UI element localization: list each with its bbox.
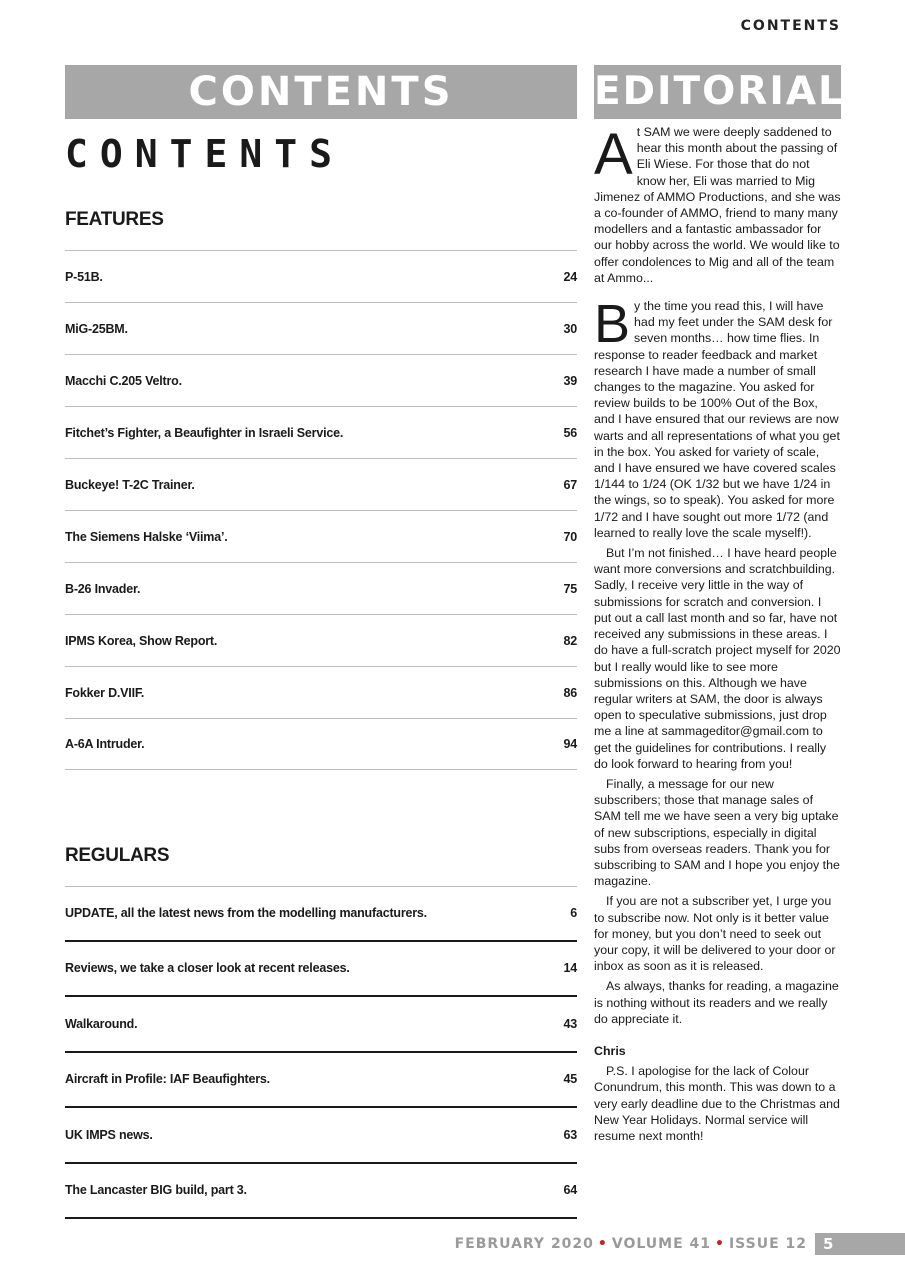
toc-entry[interactable] — [65, 250, 577, 302]
toc-entry-title: MiG-25BM. — [65, 321, 128, 336]
toc-entry[interactable] — [65, 1108, 577, 1164]
issue-volume: VOLUME 41 — [611, 1236, 711, 1252]
toc-entry[interactable] — [65, 406, 577, 458]
paragraph-text: y the time you read this, I will have had my feet under the SAM desk for seven months… how time flies. In response to reader feedback and market research I have made a number of small changes to the magazine. You asked for review builds to be 100% Out of the Box, and I have ensured that our reviews are now warts and all representations of what you get in the box. You asked for variety of scale, and I have ensured we have covered scales 1/144 to 1/24 (OK 1/32 but we have 1/24 in the wings, so to speak). You asked for more 1/72 and I have sought out more 1/72 (and learned to really love the scale myself!). — [594, 299, 840, 540]
page-number: 5 — [815, 1233, 905, 1255]
toc-entry-title: P-51B. — [65, 269, 103, 284]
editorial-postscript: P.S. I apologise for the lack of Colour Conundrum, this month. This was down to a very early deadline due to the Christmas and New Year Holidays. Normal service will resume next month! — [594, 1064, 840, 1143]
toc-entry-title: Fokker D.VIIF. — [65, 685, 145, 700]
drop-cap: B — [594, 294, 631, 355]
toc-entry[interactable] — [65, 510, 577, 562]
toc-entry-title: B-26 Invader. — [65, 581, 141, 596]
toc-entry-page: 24 — [563, 269, 577, 284]
toc-entry[interactable] — [65, 458, 577, 510]
toc-entry[interactable] — [65, 666, 577, 718]
toc-entry-page: 64 — [563, 1183, 577, 1198]
editorial-banner: EDITORIAL — [594, 65, 841, 119]
separator-dot: • — [715, 1236, 725, 1252]
toc-entry-title: Walkaround. — [65, 1016, 138, 1031]
editorial-body — [594, 124, 841, 1148]
editorial-paragraph: As always, thanks for reading, a magazine is nothing without its readers and we really do appreciate it. — [594, 979, 839, 1026]
separator-dot: • — [597, 1236, 608, 1252]
toc-entry-title: UK IMPS news. — [65, 1127, 153, 1142]
toc-entry-title: Fitchet’s Fighter, a Beaufighter in Israeli Service. — [65, 425, 344, 440]
toc-entry-page: 56 — [563, 425, 577, 440]
toc-entry-page: 63 — [563, 1127, 577, 1142]
toc-entry-title: The Siemens Halske ‘Viima’. — [65, 529, 228, 544]
toc-entry-title: UPDATE, all the latest news from the modelling manufacturers. — [65, 906, 427, 921]
toc-entry-title: Reviews, we take a closer look at recent releases. — [65, 961, 350, 976]
editorial-signature: Chris — [594, 1043, 626, 1058]
issue-info — [455, 1236, 807, 1252]
editorial-paragraph: But I’m not finished… I have heard people want more conversions and scratchbuilding. Sadly, I receive very little in the way of submissions for scratch and conversion. I put out a call last month and so far, have not received any submissions in these areas. I do have a full-scratch project myself for 2020 but I really would like to see more submissions on this. Although we have regular writers at SAM, the door is always open to speculative submissions, just drop me a line at sammageditor@gmail.com to get the guidelines for contributions. I really do look forward to hearing from you! — [594, 546, 841, 771]
toc-entry[interactable] — [65, 942, 577, 998]
toc-entry[interactable] — [65, 562, 577, 614]
toc-entry-page: 75 — [563, 581, 577, 596]
toc-entry-page: 45 — [563, 1072, 577, 1087]
running-head: CONTENTS — [740, 18, 841, 34]
features-list — [65, 250, 577, 770]
toc-entry[interactable] — [65, 997, 577, 1053]
toc-entry-title: Macchi C.205 Veltro. — [65, 373, 182, 388]
toc-entry-title: A-6A Intruder. — [65, 737, 145, 751]
toc-entry[interactable] — [65, 718, 577, 770]
drop-cap: A — [594, 122, 633, 187]
contents-heading: CONTENTS — [65, 132, 345, 176]
editorial-paragraph: If you are not a subscriber yet, I urge you to subscribe now. Not only is it better value for money, but you don’t need to seek out your copy, it will be delivered to your door or inbox as soon as it is released. — [594, 894, 836, 974]
toc-entry-page: 39 — [563, 373, 577, 388]
issue-date: FEBRUARY 2020 — [454, 1236, 594, 1252]
contents-banner: CONTENTS — [65, 65, 577, 119]
toc-entry-page: 67 — [563, 477, 577, 492]
toc-entry-page: 82 — [563, 633, 577, 648]
issue-number: ISSUE 12 — [728, 1236, 807, 1252]
toc-entry-title: The Lancaster BIG build, part 3. — [65, 1183, 247, 1198]
toc-entry-title: Aircraft in Profile: IAF Beaufighters. — [65, 1072, 270, 1087]
toc-entry[interactable] — [65, 1053, 577, 1109]
toc-entry-page: 14 — [563, 961, 577, 976]
toc-entry-page: 30 — [563, 321, 577, 336]
toc-entry-page: 94 — [563, 737, 577, 751]
editorial-paragraph — [594, 294, 841, 541]
page-footer — [440, 1233, 905, 1255]
toc-entry-page: 70 — [563, 529, 577, 544]
regulars-list — [65, 886, 577, 1219]
toc-entry[interactable] — [65, 302, 577, 354]
toc-entry-page: 43 — [563, 1016, 577, 1031]
features-heading: FEATURES — [65, 209, 164, 230]
toc-entry[interactable] — [65, 614, 577, 666]
toc-entry[interactable] — [65, 886, 577, 942]
paragraph-text: t SAM we were deeply saddened to hear this month about the passing of Eli Wiese. For those that do not know her, Eli was married to Mig Jimenez of AMMO Productions, and she was a co-founder of AMMO, friend to many many modellers and a fantastic ambassador for our hobby across the world. We would like to offer condolences to Mig and all of the team at Ammo... — [594, 125, 841, 285]
toc-entry-title: Buckeye! T-2C Trainer. — [65, 477, 195, 492]
editorial-paragraph: Finally, a message for our new subscribers; those that manage sales of SAM tell me we have seen a very big uptake of new subscriptions, especially in digital subs from overseas readers. Thank you for subscribing to SAM and I hope you enjoy the magazine. — [594, 776, 840, 889]
editorial-paragraph — [594, 124, 841, 286]
regulars-heading: REGULARS — [65, 845, 170, 866]
toc-entry[interactable] — [65, 354, 577, 406]
toc-entry-title: IPMS Korea, Show Report. — [65, 633, 218, 648]
toc-entry[interactable] — [65, 1164, 577, 1220]
toc-entry-page: 86 — [563, 685, 577, 700]
toc-entry-page: 6 — [570, 906, 577, 921]
